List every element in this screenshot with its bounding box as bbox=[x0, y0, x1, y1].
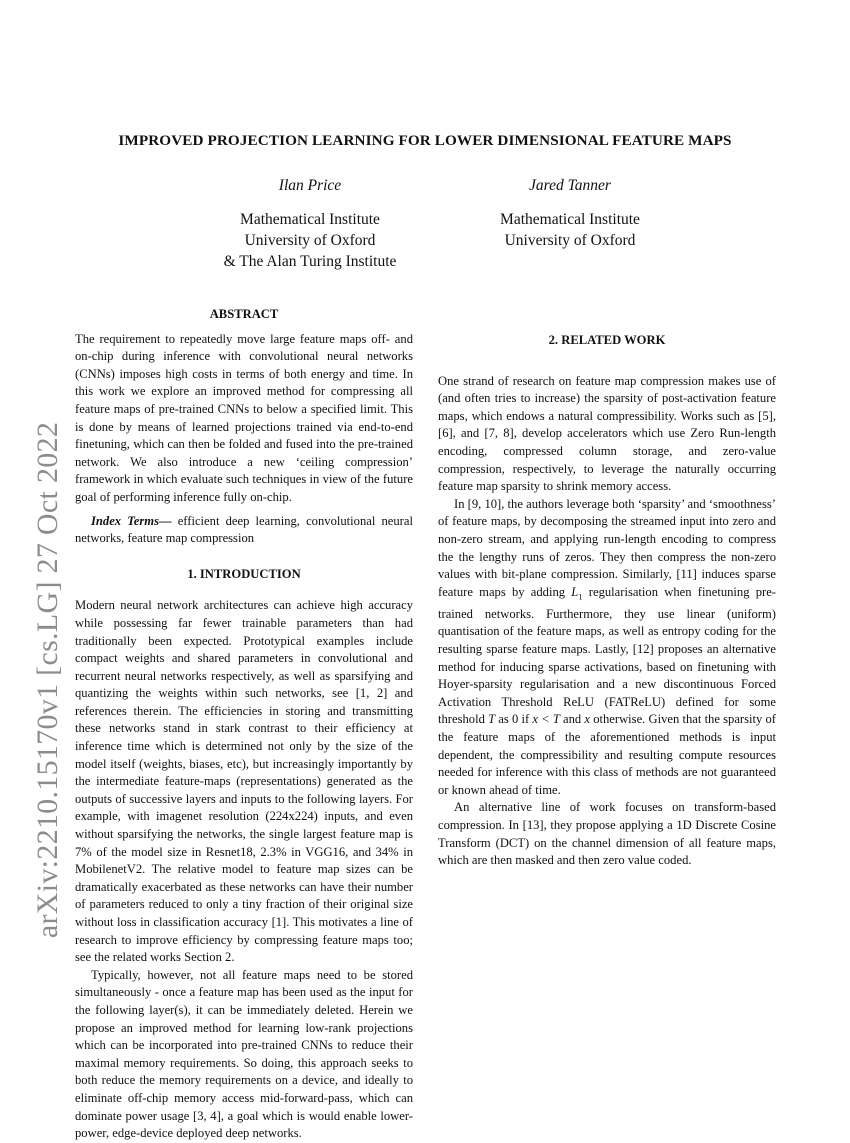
related-paragraph-1: One strand of research on feature map compression makes use of (and often tries to increase) the sparsity of post-activation feature maps, which endows a natural compressibility. Works such as [5], [6], and [7, 8], develop accelerators which use Zero Run-length encoding, compressed column storage, and zero-value compression, respectively, to leverage the naturally occurring feature map sparsity to shrink memory access. bbox=[438, 373, 776, 494]
right-column bbox=[438, 306, 776, 870]
author-affiliation: Mathematical Institute bbox=[500, 211, 640, 228]
introduction-heading: 1. INTRODUCTION bbox=[187, 566, 301, 581]
author-affiliation: & The Alan Turing Institute bbox=[223, 253, 397, 270]
author-name: Ilan Price bbox=[278, 177, 342, 194]
math-l1: $L_1$ bbox=[571, 584, 583, 602]
arxiv-identifier-stamp: arXiv:2210.15170v1 [cs.LG] 27 Oct 2022 bbox=[31, 421, 64, 939]
related-paragraph-3: An alternative line of work focuses on transform-based compression. In [13], they propose applying a 1D Discrete Cosine Transform (DCT) on the channel dimension of all feature maps, which are then masked and then zero value coded. bbox=[438, 800, 776, 868]
author-affiliation: University of Oxford bbox=[504, 232, 636, 249]
abstract-text: The requirement to repeatedly move large feature maps off- and on-chip during inference with convolutional neural networks (CNNs) imposes high costs in terms of both energy and time. In this work we explore an improved method for compressing all feature maps of pre-trained CNNs to below a specified limit. This is done by means of learned projections trained via end-to-end finetuning, which can then be folded and fused into the pre-trained network. We also introduce a new ‘ceiling compression’ framework in which evaluate such techniques in view of the future goal of performing inference fully on-chip. bbox=[75, 331, 413, 504]
author-block-price bbox=[205, 175, 415, 272]
intro-paragraph-1: Modern neural network architectures can achieve high accuracy while possessing far fewer trainable parameters than had traditionally been expected. Prototypical examples include compact weights and shared parameters in convolutional and recurrent neural networks respectively, as well as sparsifying and quantizing the weights within such networks, see [1, 2] and references therein. The efficiencies in storing and transmitting these networks stand in stark contrast to their efficiency at inference time which is determined not only by the size of the model itself (weights, biases, etc), but increasingly importantly by the intermediate feature-maps (representations) generated as the outputs of successive layers and inputs to the following layers. For example, with imagenet resolution (224x224) inputs, and even without sparsifying the networks, the single largest feature map is 7% of the model size in Resnet18, 2.3% in VGG16, and 34% in MobilenetV2. The relative model to feature map sizes can be dramatically exacerbated as these networks can have their number of parameters reduced to only a tiny fraction of their original size without loss in classification accuracy [1]. This motivates a line of research to improve efficiency by compressing feature maps too; see the related works Section 2. bbox=[75, 598, 413, 965]
index-terms-label: Index Terms— bbox=[91, 513, 172, 528]
author-affiliation: Mathematical Institute bbox=[240, 211, 380, 228]
paper-title: IMPROVED PROJECTION LEARNING FOR LOWER DIMENSIONAL FEATURE MAPS bbox=[118, 132, 732, 149]
author-name: Jared Tanner bbox=[529, 177, 611, 194]
math-threshold: T bbox=[488, 712, 496, 727]
related-work-heading: 2. RELATED WORK bbox=[548, 333, 666, 347]
abstract-heading: ABSTRACT bbox=[209, 307, 279, 321]
index-terms bbox=[75, 513, 413, 548]
index-terms-text: efficient deep learning, convolutional neural networks, feature map compression bbox=[75, 513, 413, 546]
left-column bbox=[75, 306, 413, 1143]
related-paragraph-2: In [9, 10], the authors leverage both ‘sparsity’ and ‘smoothness’ of feature maps, by decomposing the streamed input into zero and non-zero stream, and applying run-length encoding to compress the the lengthy runs of zeros. They then compress the non-zero values with bit-plane compression. Similarly, [11] induces sparse feature maps by adding $L_1$ regularisation when finetuning pre-trained networks. Furthermore, they use linear (uniform) quantisation of the feature maps, as well as entropy coding for the resulting sparse feature maps. Lastly, [12] proposes an alternative method for inducing sparse activations, based on finetuning with Hoyer-sparsity regularisation and a new discontinuous Forced Activation Threshold ReLU (FATReLU) defined for some threshold T as 0 if x < T and x otherwise. Given that the sparsity of the feature maps of the aforementioned methods is input dependent, the compressibility and resulting compute resources needed for inference with this class of methods are not guaranteed or known ahead of time. bbox=[438, 496, 777, 797]
author-affiliation: University of Oxford bbox=[244, 232, 376, 249]
math-x: x bbox=[584, 712, 591, 727]
math-condition: x < T bbox=[532, 712, 560, 727]
intro-paragraph-2: Typically, however, not all feature maps need to be stored simultaneously - once a feature map has been used as the input for the following layer(s), it can be immediately deleted. Herein we propose an improved method for learning low-rank projections which can be incorporated into pre-trained CNNs to reduce their maximal memory requirements. So doing, this approach seeks to both reduce the memory requirements on a device, and ideally to eliminate off-chip memory access mid-forward-pass, which can dominate power usage [3, 4], a goal which is would enable lower-power, edge-device deployed deep networks. bbox=[75, 967, 413, 1141]
author-block-tanner bbox=[465, 175, 675, 251]
